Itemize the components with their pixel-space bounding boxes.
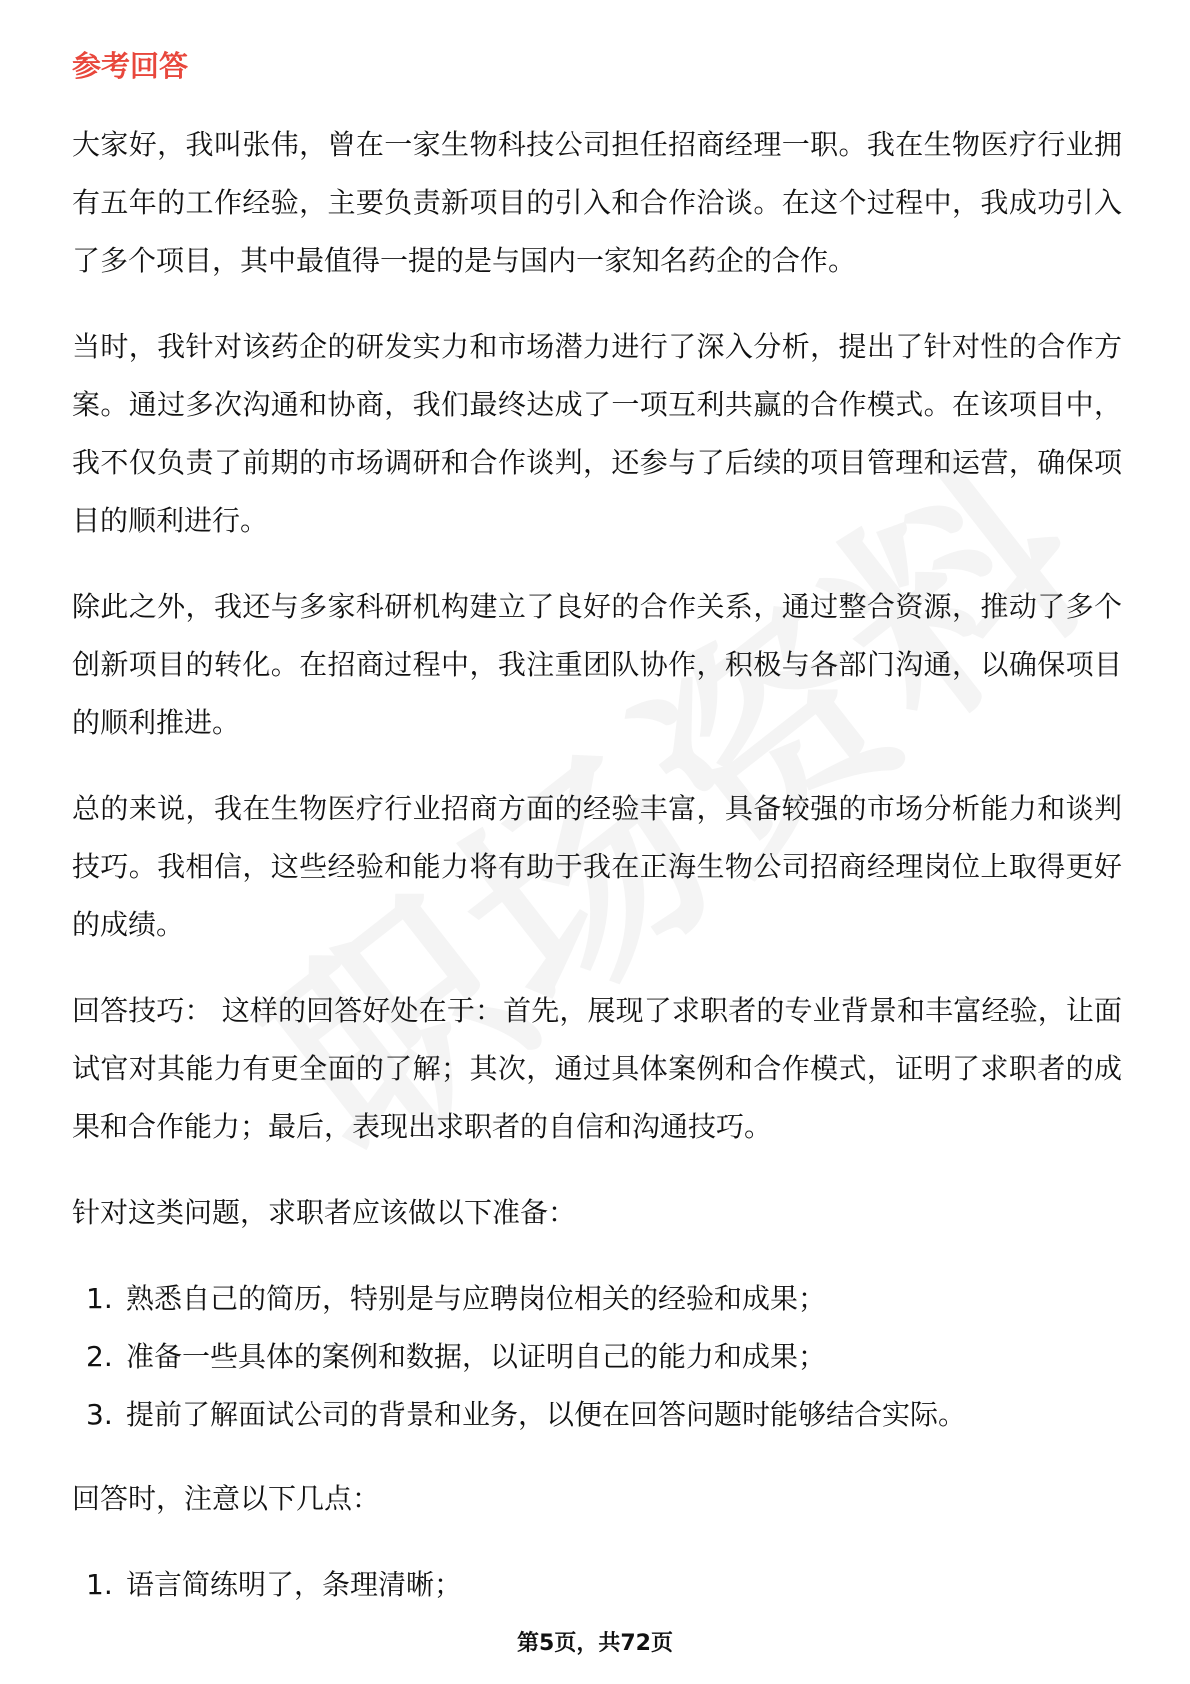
list-text: 熟悉自己的简历，特别是与应聘岗位相关的经验和成果；	[126, 1282, 827, 1315]
notes-list	[72, 1556, 1122, 1614]
list-text: 提前了解面试公司的背景和业务，以便在回答问题时能够结合实际。	[126, 1398, 967, 1431]
answer-tips-paragraph: 回答技巧： 这样的回答好处在于：首先，展现了求职者的专业背景和丰富经验，让面试官对其能力有更全面的了解；其次，通过具体案例和合作模式，证明了求职者的成果和合作能力；最后，表现出求职者的自信和沟通技巧。	[72, 994, 1122, 1143]
page-number: 第5页，共72页	[517, 1631, 673, 1656]
list-item	[72, 1386, 1122, 1444]
paragraph: 除此之外，我还与多家科研机构建立了良好的合作关系，通过整合资源，推动了多个创新项目的转化。在招商过程中，我注重团队协作，积极与各部门沟通，以确保项目的顺利推进。	[72, 590, 1122, 739]
list-text: 准备一些具体的案例和数据，以证明自己的能力和成果；	[126, 1340, 827, 1373]
notes-intro: 回答时，注意以下几点：	[72, 1482, 381, 1515]
list-item	[72, 1270, 1122, 1328]
list-text: 语言简练明了，条理清晰；	[126, 1568, 463, 1601]
paragraph: 总的来说，我在生物医疗行业招商方面的经验丰富，具备较强的市场分析能力和谈判技巧。我相信，这些经验和能力将有助于我在正海生物公司招商经理岗位上取得更好的成绩。	[72, 792, 1122, 941]
list-number: 3.	[86, 1398, 113, 1431]
list-number: 1.	[86, 1568, 113, 1601]
list-item	[72, 1556, 1122, 1614]
prep-list	[72, 1270, 1122, 1444]
paragraph: 当时，我针对该药企的研发实力和市场潜力进行了深入分析，提出了针对性的合作方案。通过多次沟通和协商，我们最终达成了一项互利共赢的合作模式。在该项目中，我不仅负责了前期的市场调研和合作谈判，还参与了后续的项目管理和运营，确保项目的顺利进行。	[72, 330, 1122, 537]
document-content	[72, 46, 1122, 1640]
section-title: 参考回答	[72, 49, 189, 83]
list-number: 2.	[86, 1340, 113, 1373]
paragraph: 大家好，我叫张伟，曾在一家生物科技公司担任招商经理一职。我在生物医疗行业拥有五年的工作经验，主要负责新项目的引入和合作洽谈。在这个过程中，我成功引入了多个项目，其中最值得一提的是与国内一家知名药企的合作。	[72, 128, 1122, 277]
list-number: 1.	[86, 1282, 113, 1315]
list-item	[72, 1328, 1122, 1386]
prep-intro: 针对这类问题，求职者应该做以下准备：	[72, 1196, 577, 1229]
